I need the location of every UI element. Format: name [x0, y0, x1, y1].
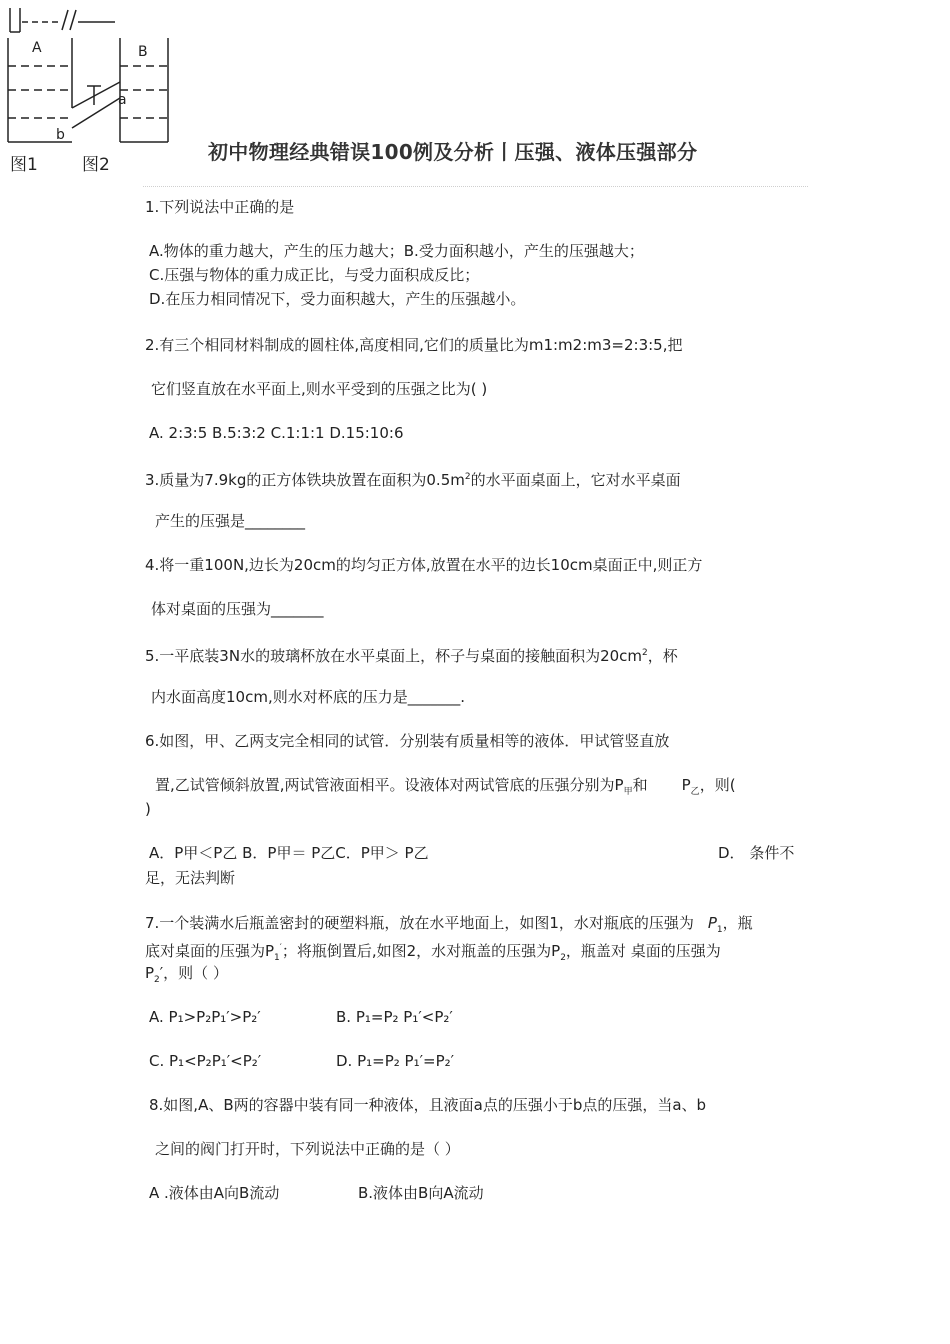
q5-stem-text-a: 5.一平底装3N水的玻璃杯放在水平桌面上，杯子与桌面的接触面积为20cm [145, 647, 643, 665]
q8-option-a: A .液体由A向B流动 [149, 1184, 280, 1202]
q3-stem-text-a: 3.质量为7.9kg的正方体铁块放置在面积为0.5m [145, 471, 465, 489]
point-b-label: b [56, 127, 65, 143]
q6-text-a: 置,乙试管倾斜放置,两试管液面相平。设液体对两试管底的压强分别为P [155, 776, 624, 794]
q8-option-b: B.液体由B向A流动 [358, 1184, 484, 1202]
q1-options-ab: A.物体的重力越大，产生的压力越大；B.受力面积越小，产生的压强越大； [149, 242, 644, 260]
q6-stem-line2 [155, 775, 736, 802]
title-divider [143, 186, 808, 187]
q7-sub-1: 1 [274, 953, 280, 963]
container-a-label: A [32, 40, 42, 56]
q6-option-d: D． 条件不 [718, 844, 795, 862]
q7-text-f: P [145, 964, 155, 982]
q1-option-d: D.在压力相同情况下，受力面积越大，产生的压强越小。 [149, 290, 526, 308]
q6-options-abc: A．P甲＜P乙 B．P甲＝ P乙C．P甲＞ P乙 [149, 844, 429, 862]
q7-stem-line2 [145, 938, 721, 968]
container-b-label: B [138, 44, 148, 60]
q2-stem-line1: 2.有三个相同材料制成的圆柱体,高度相同,它们的质量比为m1:m2:m3=2:3:5,把 [145, 336, 683, 354]
q7-p1-sub: 1 [716, 925, 723, 935]
q4-stem-line1: 4.将一重100N,边长为20cm的均匀正方体,放置在水平的边长10cm桌面正中,则正方 [145, 556, 703, 574]
q6-stem-line3: ) [145, 800, 151, 818]
q7-sub-2: 2 [560, 953, 566, 963]
q8-stem-line1: 8.如图,A、B两的容器中装有同一种液体，且液面a点的压强小于b点的压强，当a、b [149, 1096, 707, 1114]
q5-stem-text-b: ，杯 [647, 647, 678, 665]
q3-superscript: 2 [464, 472, 471, 482]
q4-stem-line2: 体对桌面的压强为_______ [151, 600, 324, 618]
q7-text-a: 7.一个装满水后瓶盖密封的硬塑料瓶，放在水平地面上，如图1，水对瓶底的压强为 [145, 914, 694, 932]
q1-option-c: C.压强与物体的重力成正比，与受力面积成反比； [149, 266, 480, 284]
q7-sub-3: 2 [154, 975, 160, 985]
q7-option-a: A. P₁>P₂P₁′>P₂′ [149, 1008, 261, 1026]
q6-option-d-cont: 足，无法判断 [145, 869, 236, 887]
connected-vessels-figure [0, 0, 180, 180]
figure-2-caption: 图2 [82, 155, 110, 175]
q6-sub-jia: 甲 [623, 787, 633, 797]
q2-stem-line2: 它们竖直放在水平面上,则水平受到的压强之比为( ) [151, 380, 488, 398]
q6-sub-yi: 乙 [690, 787, 700, 797]
q7-option-b: B. P₁=P₂ P₁′<P₂′ [336, 1008, 453, 1026]
q7-option-c: C. P₁<P₂P₁′<P₂′ [149, 1052, 262, 1070]
page-title: 初中物理经典错误100例及分析丨压强、液体压强部分 [208, 140, 698, 164]
q3-stem-line1 [145, 467, 681, 490]
q7-text-g: ′，则（ ） [159, 964, 228, 982]
q7-stem-line1 [145, 913, 753, 940]
q7-prime: ′ [279, 943, 282, 953]
q6-text-d: ，则( [699, 776, 736, 794]
q2-options: A. 2:3:5 B.5:3:2 C.1:1:1 D.15:10:6 [149, 424, 404, 442]
q7-p1: P [707, 914, 717, 932]
q5-stem-line2: 内水面高度10cm,则水对杯底的压力是_______. [151, 688, 465, 706]
q7-stem-line3 [145, 963, 228, 990]
q5-stem-line1 [145, 643, 678, 666]
q3-stem-text-b: 的水平面桌面上，它对水平桌面 [470, 471, 681, 489]
q6-stem-line1: 6.如图，甲、乙两支完全相同的试管．分别装有质量相等的液体．甲试管竖直放 [145, 732, 670, 750]
q3-stem-line2: 产生的压强是________ [155, 512, 306, 530]
q6-text-c: P [681, 776, 691, 794]
q7-text-b: ，瓶 [722, 914, 753, 932]
q1-stem: 1.下列说法中正确的是 [145, 198, 295, 216]
q7-text-d: ；将瓶倒置后,如图2，水对瓶盖的压强为P [281, 942, 561, 960]
point-a-label: a [118, 92, 127, 108]
q6-text-b: 和 [632, 776, 648, 794]
q7-option-d: D. P₁=P₂ P₁′=P₂′ [336, 1052, 455, 1070]
q5-superscript: 2 [642, 648, 648, 658]
figure-1-caption: 图1 [10, 155, 38, 175]
q7-text-c: 底对桌面的压强为P [145, 942, 275, 960]
q7-text-e: ，瓶盖对 桌面的压强为 [565, 942, 721, 960]
q8-stem-line2: 之间的阀门打开时，下列说法中正确的是（ ） [155, 1140, 460, 1158]
